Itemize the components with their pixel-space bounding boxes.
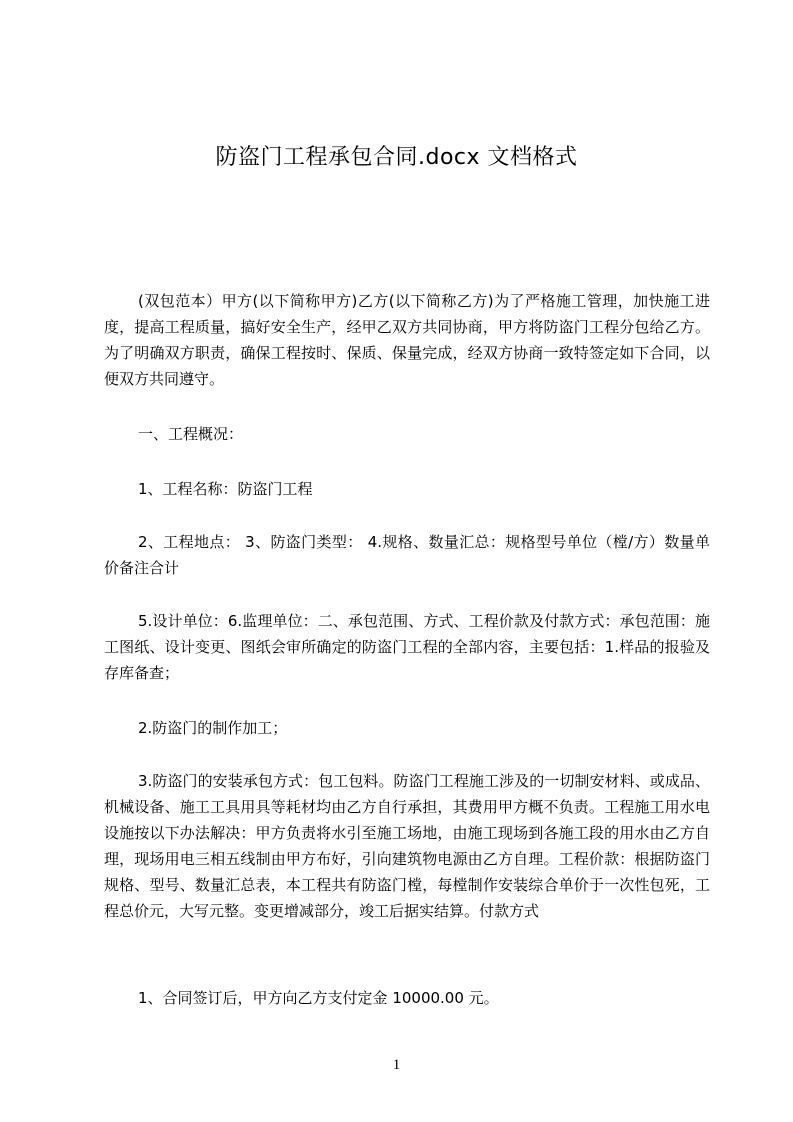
- document-title: 防盗门工程承包合同.docx 文档格式: [215, 145, 578, 170]
- section-heading-overview: 一、工程概况：: [138, 425, 244, 443]
- project-name-paragraph: 1、工程名称：防盗门工程: [138, 480, 313, 498]
- installation-paragraph: 3.防盗门的安装承包方式：包工包料。防盗门工程施工涉及的一切制安材料、或成品、机械设备、施工工具用具等耗材均由乙方自行承担，其费用甲方概不负责。工程施工用水电设施按以下办法解决：甲方负责将水引至施工场地，由施工现场到各施工段的用水由乙方自理，现场用电三相五线制由甲方布好，引向建筑物电源由乙方自理。工程价款：根据防盗门规格、型号、数量汇总表，本工程共有防盗门樘，每樘制作安装综合单价于一次性包死，工程总价元，大写元整。变更增减部分，竣工后据实结算。付款方式: [104, 772, 710, 920]
- intro-paragraph: (双包范本）甲方(以下简称甲方)乙方(以下简称乙方)为了严格施工管理，加快施工进度，提高工程质量，搞好安全生产，经甲乙双方共同协商，甲方将防盗门工程分包给乙方。为了明确双方职责，确保工程按时、保质、保量完成，经双方协商一致特签定如下合同，以便双方共同遵守。: [104, 292, 710, 388]
- fabrication-paragraph: 2.防盗门的制作加工；: [138, 719, 288, 737]
- page-number: 1: [392, 1057, 401, 1073]
- project-location-paragraph: 2、工程地点： 3、防盗门类型： 4.规格、数量汇总：规格型号单位（樘/方）数量单价备注合计: [104, 533, 710, 577]
- design-unit-paragraph: 5.设计单位：6.监理单位：二、承包范围、方式、工程价款及付款方式：承包范围：施工图纸、设计变更、图纸会审所确定的防盗门工程的全部内容，主要包括：1.样品的报验及存库备查；: [104, 612, 710, 682]
- payment-paragraph: 1、合同签订后，甲方向乙方支付定金 10000.00 元。: [138, 989, 499, 1007]
